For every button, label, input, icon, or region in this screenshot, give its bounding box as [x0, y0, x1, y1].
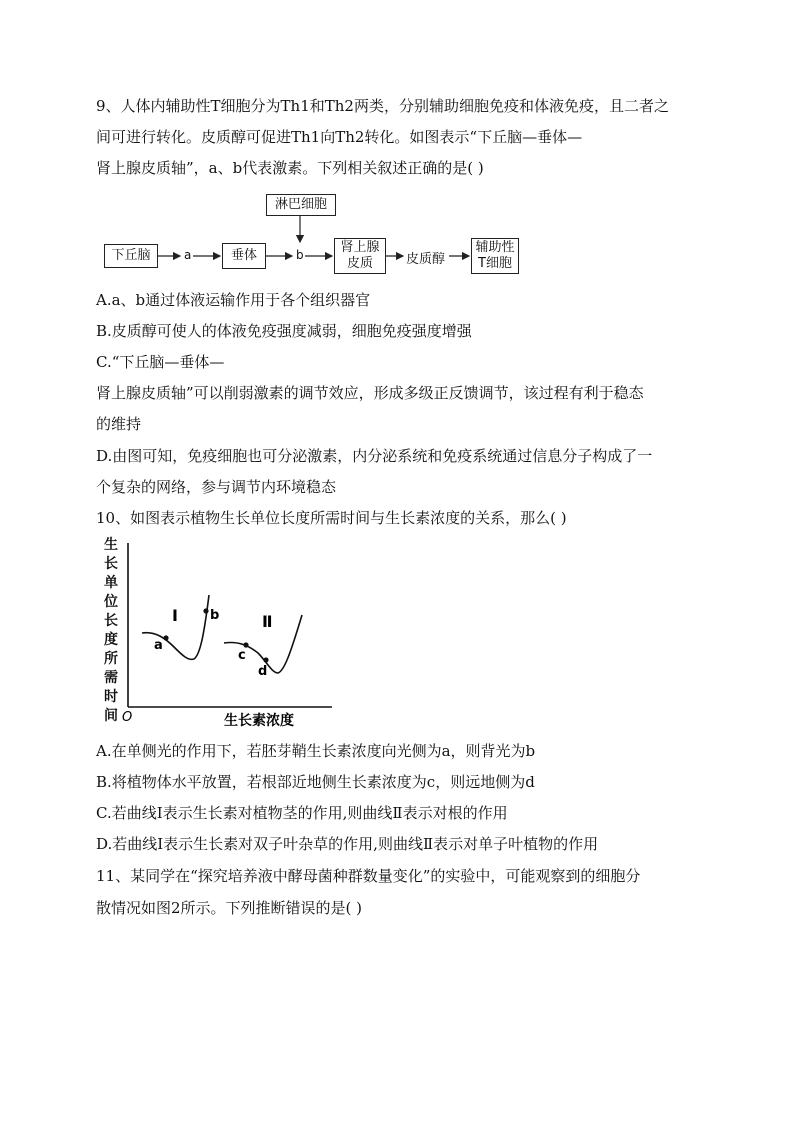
q9-stem-line3: 肾上腺皮质轴”，a、b代表激素。下列相关叙述正确的是( ) — [96, 159, 484, 177]
q9-option-a: A.a、b通过体液运输作用于各个组织器官 — [96, 291, 371, 309]
lymphocyte-box: 淋巴细胞 — [266, 194, 336, 216]
ylabel-char: 度 — [104, 632, 118, 648]
q11-stem-line2: 散情况如图2所示。下列推断错误的是( ) — [96, 899, 363, 917]
ylabel-char: 生 — [104, 537, 118, 553]
q9-option-d-line2: 个复杂的网络，参与调节内环境稳态 — [96, 478, 337, 496]
hormone-a-label: a — [184, 248, 192, 262]
q10-stem: 10、如图表示植物生长单位长度所需时间与生长素浓度的关系，那么( ) — [96, 509, 567, 527]
hypothalamus-box: 下丘脑 — [104, 244, 158, 268]
point-a-marker — [163, 635, 168, 640]
point-c-marker — [243, 642, 248, 647]
point-b-marker — [203, 608, 208, 613]
hormone-b-label: b — [296, 248, 304, 262]
ylabel-char: 长 — [104, 556, 118, 572]
curve-1-label: Ⅰ — [172, 606, 178, 625]
point-d-label: d — [258, 664, 268, 679]
flow-arrows — [0, 0, 794, 300]
helper-t-cell-line1: 辅助性 — [475, 240, 515, 255]
ylabel-char: 需 — [104, 670, 118, 686]
ylabel-char: 间 — [104, 708, 118, 724]
q11-stem-line1: 11、某同学在“探究培养液中酵母菌种群数量变化”的实验中，可能观察到的细胞分 — [96, 867, 641, 885]
pituitary-box: 垂体 — [222, 243, 266, 269]
q9-stem-line1: 9、人体内辅助性T细胞分为Th1和Th2两类，分别辅助细胞免疫和体液免疫，且二者之 — [96, 97, 669, 115]
ylabel-char: 长 — [104, 613, 118, 629]
ylabel-char: 时 — [104, 689, 118, 705]
q9-option-b: B.皮质醇可使人的体液免疫强度减弱，细胞免疫强度增强 — [96, 322, 472, 340]
q9-option-c-line2: 肾上腺皮质轴”可以削弱激素的调节效应，形成多级正反馈调节，该过程有利于稳态 — [96, 384, 644, 402]
adrenal-cortex-line2: 皮质 — [346, 256, 373, 271]
point-a-label: a — [154, 638, 163, 653]
q9-option-c-line1: C.“下丘脑—垂体— — [96, 353, 225, 371]
q9-option-c-line3: 的维持 — [96, 415, 142, 433]
q10-option-c: C.若曲线Ⅰ表示生长素对植物茎的作用,则曲线Ⅱ表示对根的作用 — [96, 804, 508, 822]
point-c-label: c — [238, 648, 246, 663]
curve-2-label: Ⅱ — [262, 612, 273, 631]
q9-option-d-line1: D.由图可知，免疫细胞也可分泌激素，内分泌系统和免疫系统通过信息分子构成了一 — [96, 447, 653, 465]
ylabel-char: 位 — [104, 594, 118, 610]
point-b-label: b — [210, 608, 220, 623]
y-axis-label — [103, 536, 118, 724]
adrenal-cortex-line1: 肾上腺 — [340, 240, 380, 255]
ylabel-char: 所 — [104, 651, 118, 667]
q9-stem-line2: 间可进行转化。皮质醇可促进Th1向Th2转化。如图表示“下丘脑—垂体— — [96, 128, 583, 146]
curve-1 — [142, 595, 209, 659]
point-d-marker — [263, 657, 268, 662]
ylabel-char: 单 — [104, 575, 118, 591]
cortisol-label: 皮质醇 — [406, 252, 446, 267]
x-axis-label: 生长素浓度 — [224, 713, 294, 729]
origin-label: O — [122, 710, 133, 725]
helper-t-cell-line2: T细胞 — [478, 256, 512, 271]
q10-option-a: A.在单侧光的作用下，若胚芽鞘生长素浓度向光侧为a，则背光为b — [96, 742, 536, 760]
q10-option-d: D.若曲线Ⅰ表示生长素对双子叶杂草的作用,则曲线Ⅱ表示对单子叶植物的作用 — [96, 835, 599, 853]
q10-option-b: B.将植物体水平放置，若根部近地侧生长素浓度为c，则远地侧为d — [96, 773, 535, 791]
auxin-concentration-graph — [96, 535, 336, 735]
